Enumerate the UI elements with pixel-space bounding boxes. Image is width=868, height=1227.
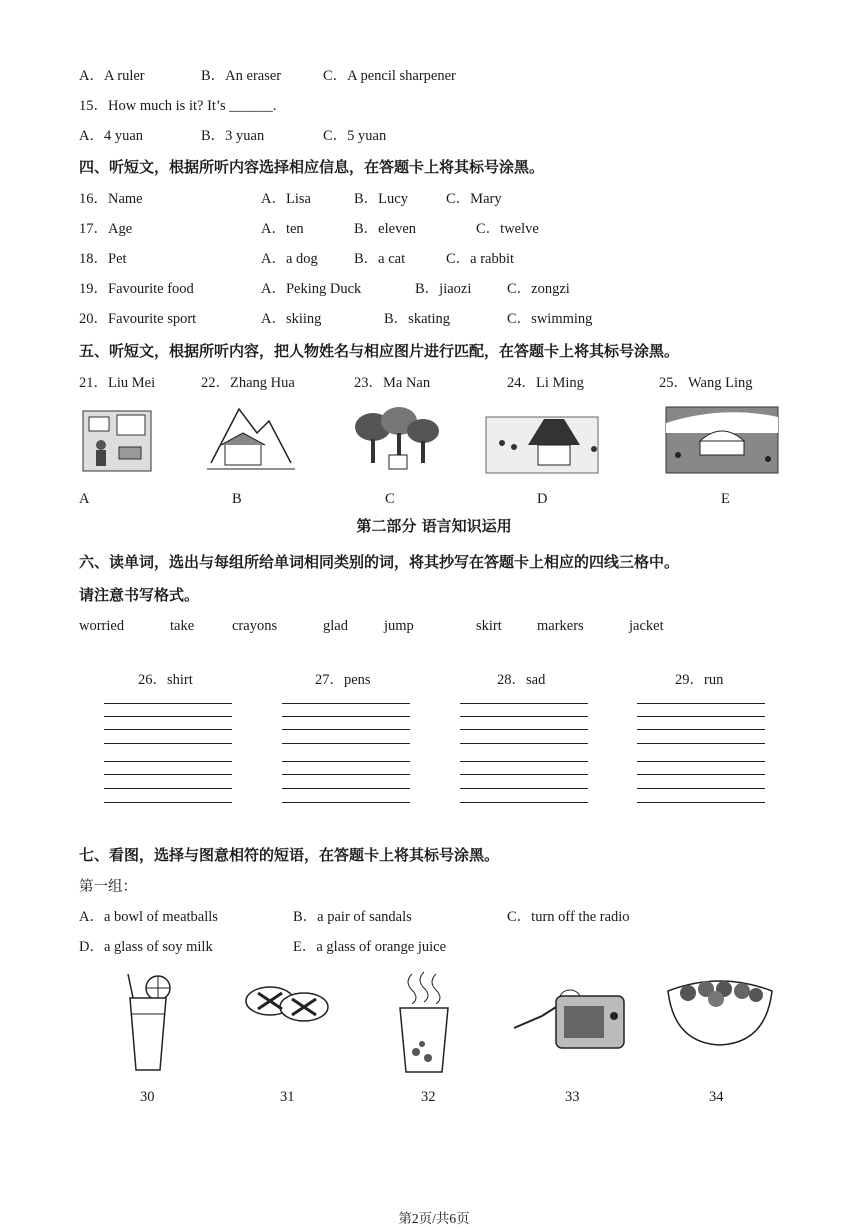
- option-b: B．a pair of sandals: [293, 909, 412, 925]
- prompt-29: 29．run: [675, 672, 724, 688]
- word-bank-item: glad: [323, 618, 348, 634]
- q18-option-b: B．a cat: [354, 251, 406, 267]
- picture-b-mountains: [205, 403, 297, 475]
- q14-option-b: B．An eraser: [201, 68, 282, 84]
- prompt-26: 26．shirt: [138, 672, 193, 688]
- word-bank-item: jump: [384, 618, 414, 634]
- q19-label: 19．Favourite food: [79, 281, 194, 297]
- q19-option-c: C．zongzi: [507, 281, 570, 297]
- picture-letter-a: A: [79, 491, 90, 507]
- writing-grid-27[interactable]: [282, 703, 410, 805]
- picture-sandals: [242, 975, 330, 1027]
- q15-option-c: C．5 yuan: [323, 128, 387, 144]
- writing-grid-26[interactable]: [104, 703, 232, 805]
- picture-a-classroom: [79, 403, 155, 473]
- word-bank-item: jacket: [629, 618, 664, 634]
- picture-number-31: 31: [280, 1089, 295, 1105]
- word-bank-item: skirt: [476, 618, 502, 634]
- picture-radio: [512, 978, 628, 1052]
- prompt-27: 27．pens: [315, 672, 371, 688]
- q17-option-b: B．eleven: [354, 221, 417, 237]
- picture-letter-b: B: [232, 491, 242, 507]
- picture-c-trees: [351, 403, 443, 475]
- picture-number-34: 34: [709, 1089, 724, 1105]
- group-label: 第一组：: [79, 879, 137, 895]
- option-a: A．a bowl of meatballs: [79, 909, 218, 925]
- q17-label: 17．Age: [79, 221, 133, 237]
- picture-number-33: 33: [565, 1089, 580, 1105]
- picture-number-32: 32: [421, 1089, 436, 1105]
- q19-option-b: B．jiaozi: [415, 281, 472, 297]
- name-21: 21．Liu Mei: [79, 375, 156, 391]
- q18-option-a: A．a dog: [261, 251, 318, 267]
- name-22: 22．Zhang Hua: [201, 375, 295, 391]
- section6-heading-line1: 六、读单词，选出与每组所给单词相同类别的词，将其抄写在答题卡上相应的四线三格中。: [79, 553, 680, 571]
- word-bank-item: take: [170, 618, 195, 634]
- q17-option-c: C．twelve: [476, 221, 539, 237]
- writing-grid-29[interactable]: [637, 703, 765, 805]
- picture-soy-milk: [396, 970, 452, 1076]
- section7-heading: 七、看图，选择与图意相符的短语，在答题卡上将其标号涂黑。: [79, 846, 500, 864]
- q16-option-b: B．Lucy: [354, 191, 408, 207]
- q14-option-c: C．A pencil sharpener: [323, 68, 456, 84]
- picture-meatballs: [666, 975, 774, 1047]
- prompt-28: 28．sad: [497, 672, 546, 688]
- q17-option-a: A．ten: [261, 221, 304, 237]
- q20-option-b: B．skating: [384, 311, 451, 327]
- page-footer: 第2页/共6页: [398, 1211, 470, 1226]
- picture-letter-e: E: [721, 491, 730, 507]
- q20-option-a: A．skiing: [261, 311, 322, 327]
- section4-heading: 四、听短文，根据所听内容选择相应信息，在答题卡上将其标号涂黑。: [79, 158, 545, 176]
- option-d: D．a glass of soy milk: [79, 939, 213, 955]
- q16-option-c: C．Mary: [446, 191, 502, 207]
- picture-d-hut: [484, 403, 600, 477]
- section6-heading-line2: 请注意书写格式。: [79, 586, 200, 604]
- q19-option-a: A．Peking Duck: [261, 281, 362, 297]
- writing-grid-28[interactable]: [460, 703, 588, 805]
- q16-label: 16．Name: [79, 191, 143, 207]
- q20-label: 20．Favourite sport: [79, 311, 197, 327]
- q14-option-a: A．A ruler: [79, 68, 145, 84]
- q15-option-b: B．3 yuan: [201, 128, 265, 144]
- option-c: C．turn off the radio: [507, 909, 630, 925]
- q18-option-c: C．a rabbit: [446, 251, 515, 267]
- picture-orange-juice: [118, 970, 178, 1074]
- option-e: E．a glass of orange juice: [293, 939, 447, 955]
- q15-stem: 15．How much is it? It’s ______.: [79, 98, 277, 114]
- picture-letter-d: D: [537, 491, 548, 507]
- q20-option-c: C．swimming: [507, 311, 593, 327]
- q18-label: 18．Pet: [79, 251, 127, 267]
- word-bank-item: crayons: [232, 618, 278, 634]
- name-24: 24．Li Ming: [507, 375, 584, 391]
- picture-e-yurt: [664, 403, 780, 475]
- word-bank-item: worried: [79, 618, 125, 634]
- section5-heading: 五、听短文，根据所听内容，把人物姓名与相应图片进行匹配，在答题卡上将其标号涂黑。: [79, 342, 680, 360]
- picture-number-30: 30: [140, 1089, 155, 1105]
- picture-letter-c: C: [385, 491, 395, 507]
- name-23: 23．Ma Nan: [354, 375, 431, 391]
- q16-option-a: A．Lisa: [261, 191, 311, 207]
- word-bank-item: markers: [537, 618, 584, 634]
- part2-title: 第二部分 语言知识运用: [356, 517, 512, 535]
- q15-option-a: A．4 yuan: [79, 128, 144, 144]
- name-25: 25．Wang Ling: [659, 375, 753, 391]
